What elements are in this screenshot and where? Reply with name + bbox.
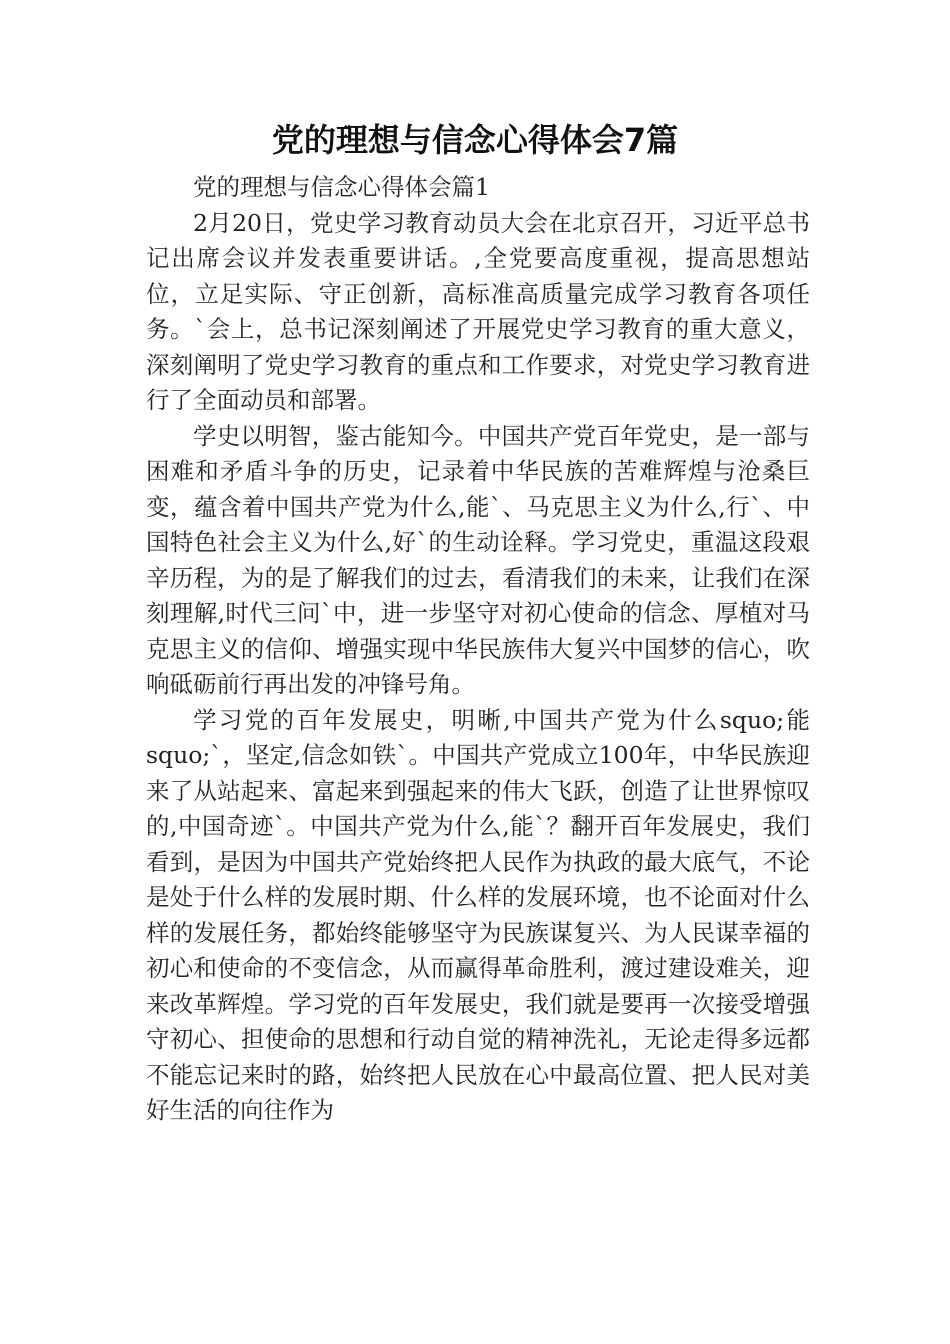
paragraph-3: 学习党的百年发展史，明晰,中国共产党为什么squo;能squo;`，坚定,信念如铁`。中国共产党成立100年，中华民族迎来了从站起来、富起来到强起来的伟大飞跃，创造了让世界惊叹的,中国奇迹`。中国共产党为什么,能`？翻开百年发展史，我们看到，是因为中国共产党始终把人民作为执政的最大底气，不论是处于什么样的发展时期、什么样的发展环境，也不论面对什么样的发展任务，都始终能够坚守为民族谋复兴、为人民谋幸福的初心和使命的不变信念，从而赢得革命胜利，渡过建设难关，迎来改革辉煌。学习党的百年发展史，我们就是要再一次接受增强守初心、担使命的思想和行动自觉的精神洗礼，无论走得多远都不能忘记来时的路，始终把人民放在心中最高位置、把人民对美好生活的向往作为 [146,705,810,1124]
paragraph-1: 2月20日，党史学习教育动员大会在北京召开，习近平总书记出席会议并发表重要讲话。,全党要高度重视，提高思想站位，立足实际、守正创新，高标准高质量完成学习教育各项任务。`会上，总书记深刻阐述了开展党史学习教育的重大意义，深刻阐明了党史学习教育的重点和工作要求，对党史学习教育进行了全面动员和部署。 [146,208,810,414]
document-title: 党的理想与信念心得体会7篇 [271,121,679,159]
section-heading: 党的理想与信念心得体会篇1 [193,173,490,201]
document-body [146,170,810,1129]
paragraph-2: 学史以明智，鉴古能知今。中国共产党百年党史，是一部与困难和矛盾斗争的历史，记录着中华民族的苦难辉煌与沧桑巨变，蕴含着中国共产党为什么,能`、马克思主义为什么,行`、中国特色社会主义为什么,好`的生动诠释。学习党史，重温这段艰辛历程，为的是了解我们的过去，看清我们的未来，让我们在深刻理解,时代三问`中，进一步坚守对初心使命的信念、厚植对马克思主义的信仰、增强实现中华民族伟大复兴中国梦的信心，吹响砥砺前行再出发的冲锋号角。 [146,421,810,698]
